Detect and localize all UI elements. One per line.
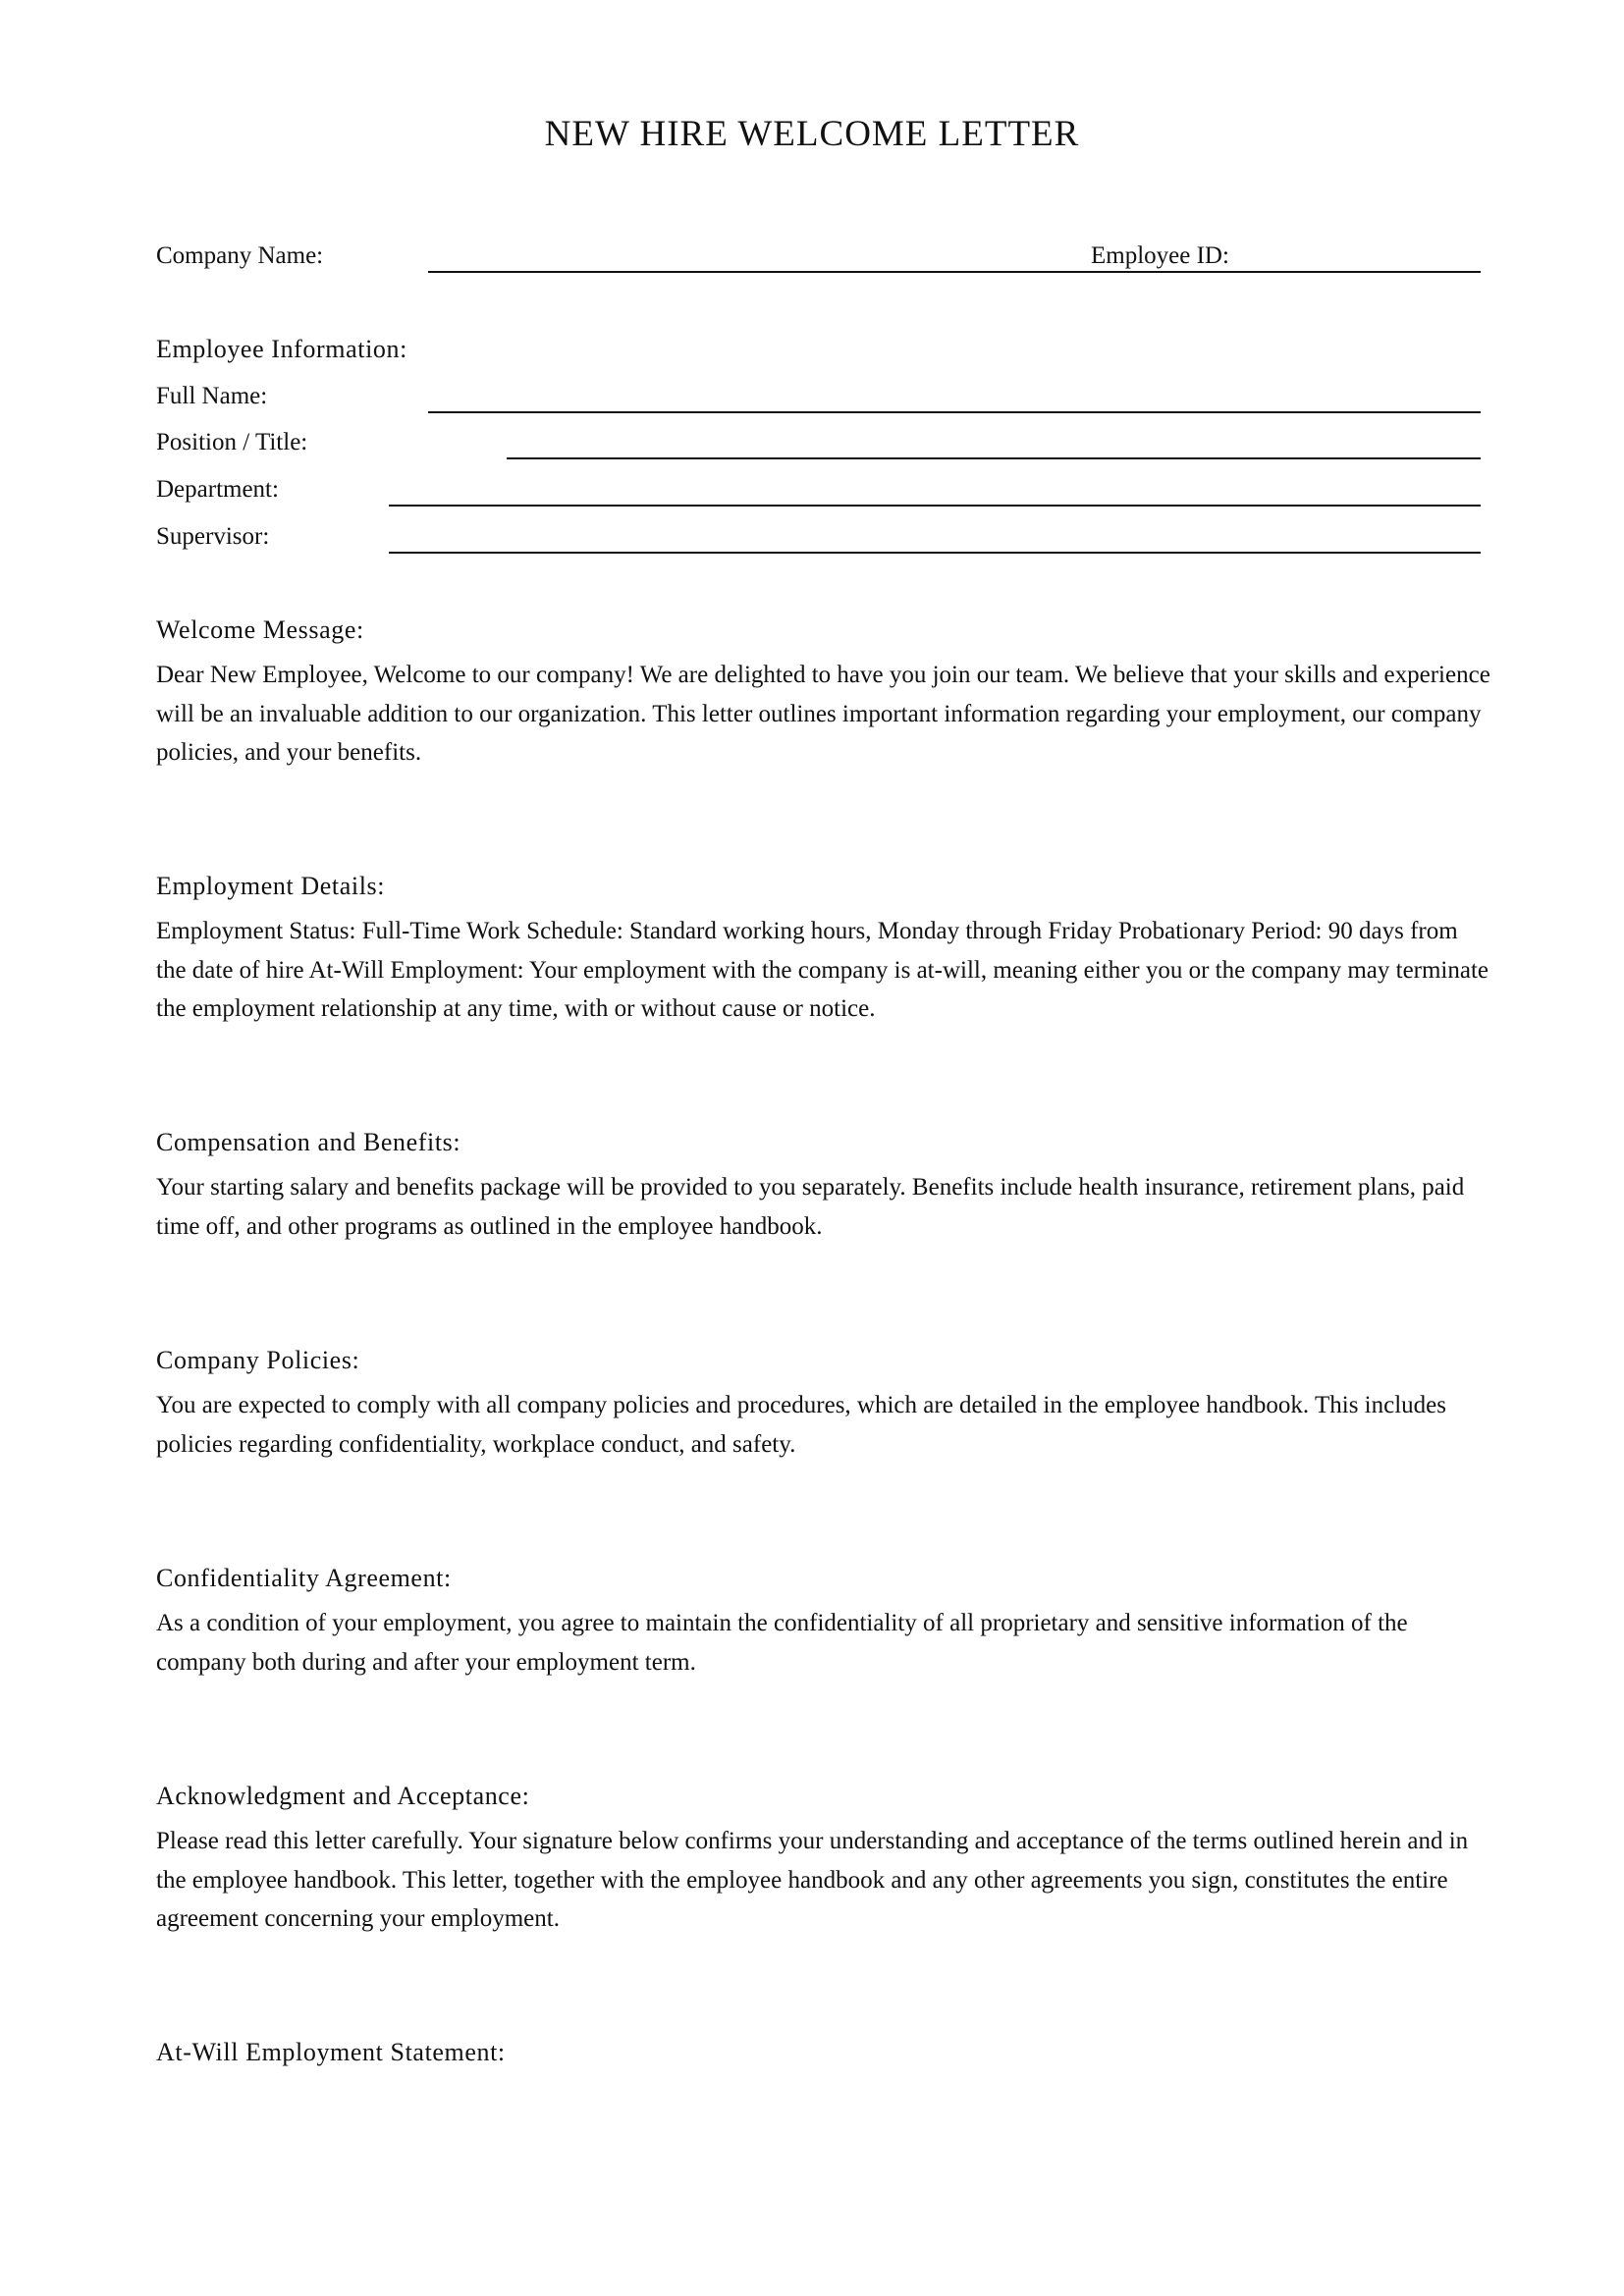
confidentiality-heading: Confidentiality Agreement: <box>156 1564 452 1592</box>
position-label: Position / Title: <box>156 429 308 455</box>
compensation-heading: Compensation and Benefits: <box>156 1128 461 1156</box>
policies-heading: Company Policies: <box>156 1346 360 1374</box>
compensation-body: Your starting salary and benefits package will be provided to you separately. Benefits include health insurance, retirement plans, paid time off, and other programs as outlined in the employee handbook. <box>156 1174 1465 1240</box>
at-will-heading: At-Will Employment Statement: <box>156 2038 506 2066</box>
supervisor-line[interactable] <box>389 552 1481 554</box>
employment-body: Employment Status: Full-Time Work Schedule: Standard working hours, Monday through Friday Probationary Period: 90 days from the date of hire At-Will Employment: Your employment with the company is at-will, meaning either you or the company may terminate the employment relationship at any time, with or without cause or notice. <box>156 918 1489 1022</box>
department-label: Department: <box>156 476 279 503</box>
welcome-heading: Welcome Message: <box>156 615 364 644</box>
policies-body: You are expected to comply with all company policies and procedures, which are detailed in the employee handbook. This includes policies regarding confidentiality, workplace conduct, and safety. <box>156 1392 1446 1458</box>
employee-info-heading: Employee Information: <box>156 335 407 363</box>
company-name-label: Company Name: <box>156 242 324 269</box>
employment-heading: Employment Details: <box>156 872 386 900</box>
confidentiality-body: As a condition of your employment, you agree to maintain the confidentiality of all proprietary and sensitive information of the company both during and after your employment term. <box>156 1610 1408 1676</box>
position-line[interactable] <box>507 457 1481 459</box>
page-title: NEW HIRE WELCOME LETTER <box>544 114 1080 154</box>
full-name-line[interactable] <box>428 411 1481 413</box>
company-name-line[interactable] <box>428 271 1481 273</box>
full-name-label: Full Name: <box>156 383 268 409</box>
employee-id-label: Employee ID: <box>1091 242 1229 269</box>
welcome-body: Dear New Employee, Welcome to our company! We are delighted to have you join our team. We believe that your skills and experience will be an invaluable addition to our organization. This letter outlines important information regarding your employment, our company policies, and your benefits. <box>156 662 1490 766</box>
supervisor-label: Supervisor: <box>156 523 270 550</box>
acknowledgment-heading: Acknowledgment and Acceptance: <box>156 1782 530 1810</box>
acknowledgment-body: Please read this letter carefully. Your signature below confirms your understanding and acceptance of the terms outlined herein and in the employee handbook. This letter, together with the employee handbook and any other agreements you sign, constitutes the entire agreement concerning your employment. <box>156 1828 1469 1932</box>
department-line[interactable] <box>389 505 1481 507</box>
